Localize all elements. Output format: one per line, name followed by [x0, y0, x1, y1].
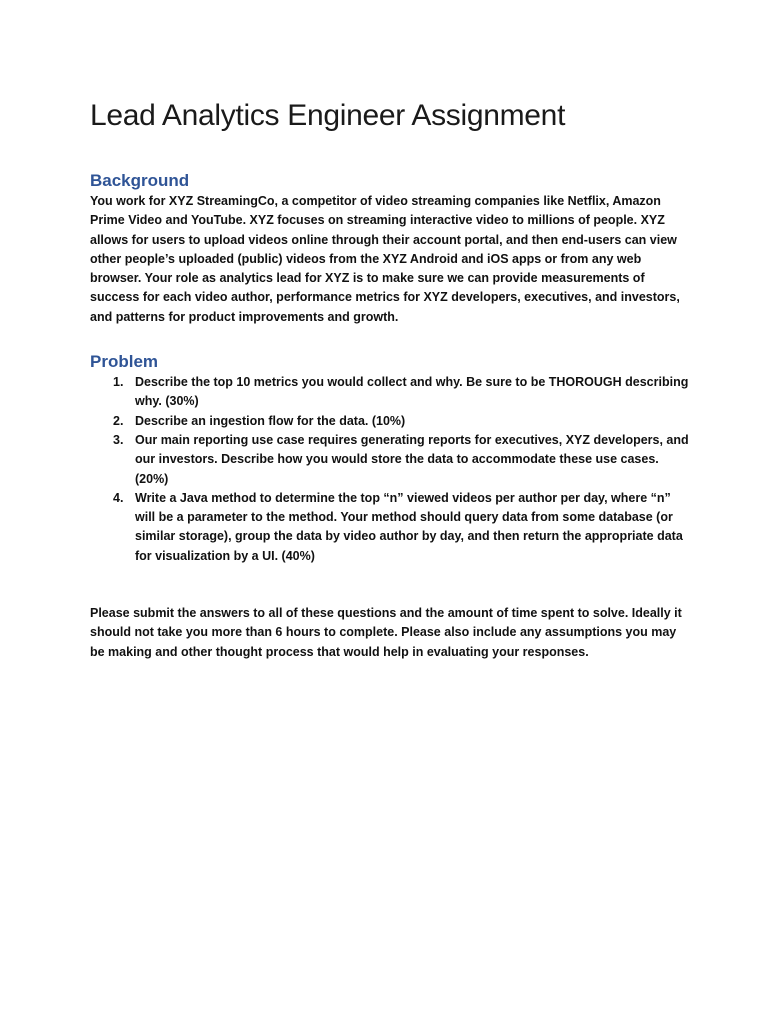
problem-item-text: Write a Java method to determine the top “n” viewed videos per author per day, where “n” will be a parameter to the method. Your method should query data from some database (or similar storage), group the data by video author by day, and then return the appropriate data for visualization by a UI. (40%): [135, 490, 683, 563]
page-title: Lead Analytics Engineer Assignment: [90, 99, 566, 132]
background-paragraph: You work for XYZ StreamingCo, a competitor of video streaming companies like Netflix, Amazon Prime Video and YouTube. XYZ focuses on streaming interactive video to millions of people. XYZ allows for users to upload videos online through their account portal, and then end-users can view other people’s uploaded (public) videos from the XYZ Android and iOS apps or from any web browser. Your role as analytics lead for XYZ is to make sure we can provide measurements of success for each video author, performance metrics for XYZ developers, executives, and investors, and patterns for product improvements and growth.: [90, 194, 680, 324]
problem-heading: Problem: [90, 352, 159, 372]
problem-item: [90, 431, 690, 489]
problem-item: [90, 489, 690, 566]
document-page: [90, 96, 690, 662]
problem-item-number: 2.: [113, 413, 124, 428]
background-heading: Background: [90, 171, 190, 190]
problem-list: [90, 373, 690, 566]
problem-item-number: 1.: [113, 375, 124, 390]
problem-item: [90, 373, 690, 412]
problem-item: [90, 412, 690, 431]
problem-item-text: Describe the top 10 metrics you would collect and why. Be sure to be THOROUGH describing why. (30%): [135, 375, 689, 409]
problem-item-number: 3.: [113, 432, 124, 447]
closing-paragraph: Please submit the answers to all of these questions and the amount of time spent to solve. Ideally it should not take you more than 6 hours to complete. Please also include any assumptions you may be making and other thought process that would help in evaluating your responses.: [90, 606, 682, 659]
problem-item-text: Describe an ingestion flow for the data. (10%): [135, 413, 406, 428]
problem-item-text: Our main reporting use case requires generating reports for executives, XYZ developers, and our investors. Describe how you would store the data to accommodate these use cases. (20%): [135, 432, 689, 486]
problem-item-number: 4.: [113, 490, 124, 505]
